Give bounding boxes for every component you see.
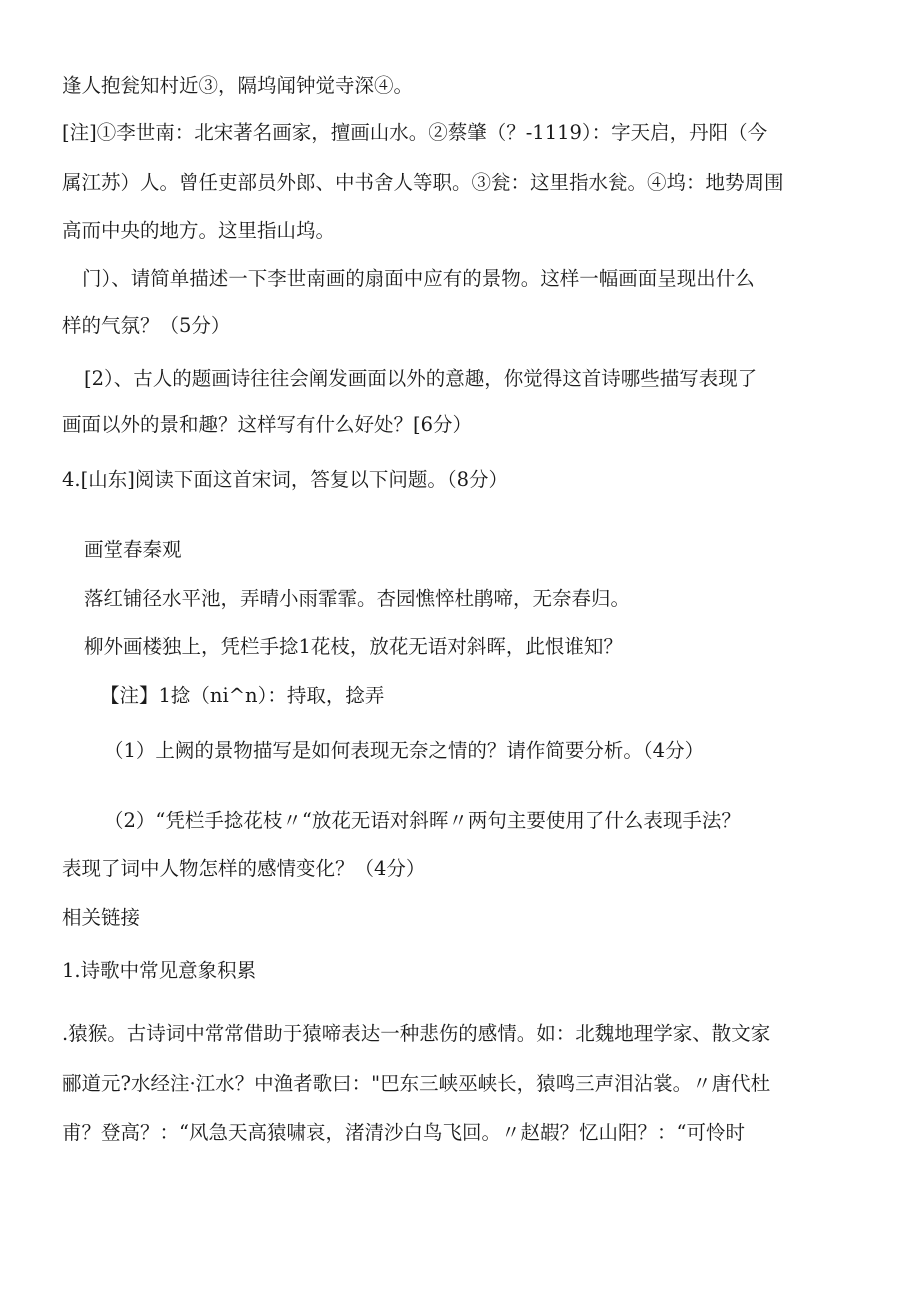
body-paragraph-line-2: 郦道元?水经注·江水？中渔者歌曰："巴东三峡巫峡长，猿鸣三声泪沾裳。〃唐代杜 <box>62 1072 771 1095</box>
question-2-line-1: [2）、古人的题画诗往往会阐发画面以外的意趣，你觉得这首诗哪些描写表现了 <box>84 367 758 390</box>
question-1-line-1: 门）、请简单描述一下李世南画的扇面中应有的景物。这样一幅画面呈现出什么 <box>82 267 755 290</box>
sub-question-2-line-2: 表现了词中人物怎样的感情变化？（4分） <box>62 857 426 880</box>
annotation-line-3: 高而中央的地方。这里指山坞。 <box>62 219 336 242</box>
sub-question-1: （1）上阙的景物描写是如何表现无奈之情的？请作简要分析。（4分） <box>104 739 705 762</box>
imagery-heading: 1.诗歌中常见意象积累 <box>62 959 257 982</box>
question-2-line-2: 画面以外的景和趣？这样写有什么好处？[6分） <box>62 413 473 436</box>
section-4-heading: 4.[山东]阅读下面这首宋词，答复以下问题。（8分） <box>62 468 508 491</box>
poem-couplet-line: 逢人抱瓮知村近③，隔坞闻钟觉寺深④。 <box>62 74 414 97</box>
poem-stanza-2: 柳外画楼独上，凭栏手捻1花枝，放花无语对斜晖，此恨谁知？ <box>84 635 623 658</box>
annotation-line-1: [注]①李世南：北宋著名画家，擅画山水。②蔡肇（？-1119）：字天启，丹阳（今 <box>62 121 768 144</box>
question-1-line-2: 样的气氛？（5分） <box>62 314 231 337</box>
sub-question-2-line-1: （2）“凭栏手捻花枝〃“放花无语对斜晖〃两句主要使用了什么表现手法？ <box>104 809 741 832</box>
poem-title: 画堂春秦观 <box>84 538 182 561</box>
body-paragraph-line-3: 甫？登高？：“风急天高猿啸哀，渚清沙白鸟飞回。〃赵嘏？忆山阳？：“可怜时 <box>62 1121 745 1144</box>
annotation-line-2: 属江苏）人。曾任吏部员外郎、中书舍人等职。③瓮：这里指水瓮。④坞：地势周围 <box>62 171 784 194</box>
poem-note: 【注】1捻（ni^n）：持取，捻弄 <box>100 684 385 707</box>
related-links-heading: 相关链接 <box>62 906 141 929</box>
poem-stanza-1: 落红铺径水平池，弄晴小雨霏霏。杏园憔悴杜鹃啼，无奈春归。 <box>84 587 631 610</box>
body-paragraph-line-1: .猿猴。古诗词中常常借助于猿啼表达一种悲伤的感情。如：北魏地理学家、散文家 <box>62 1022 771 1045</box>
